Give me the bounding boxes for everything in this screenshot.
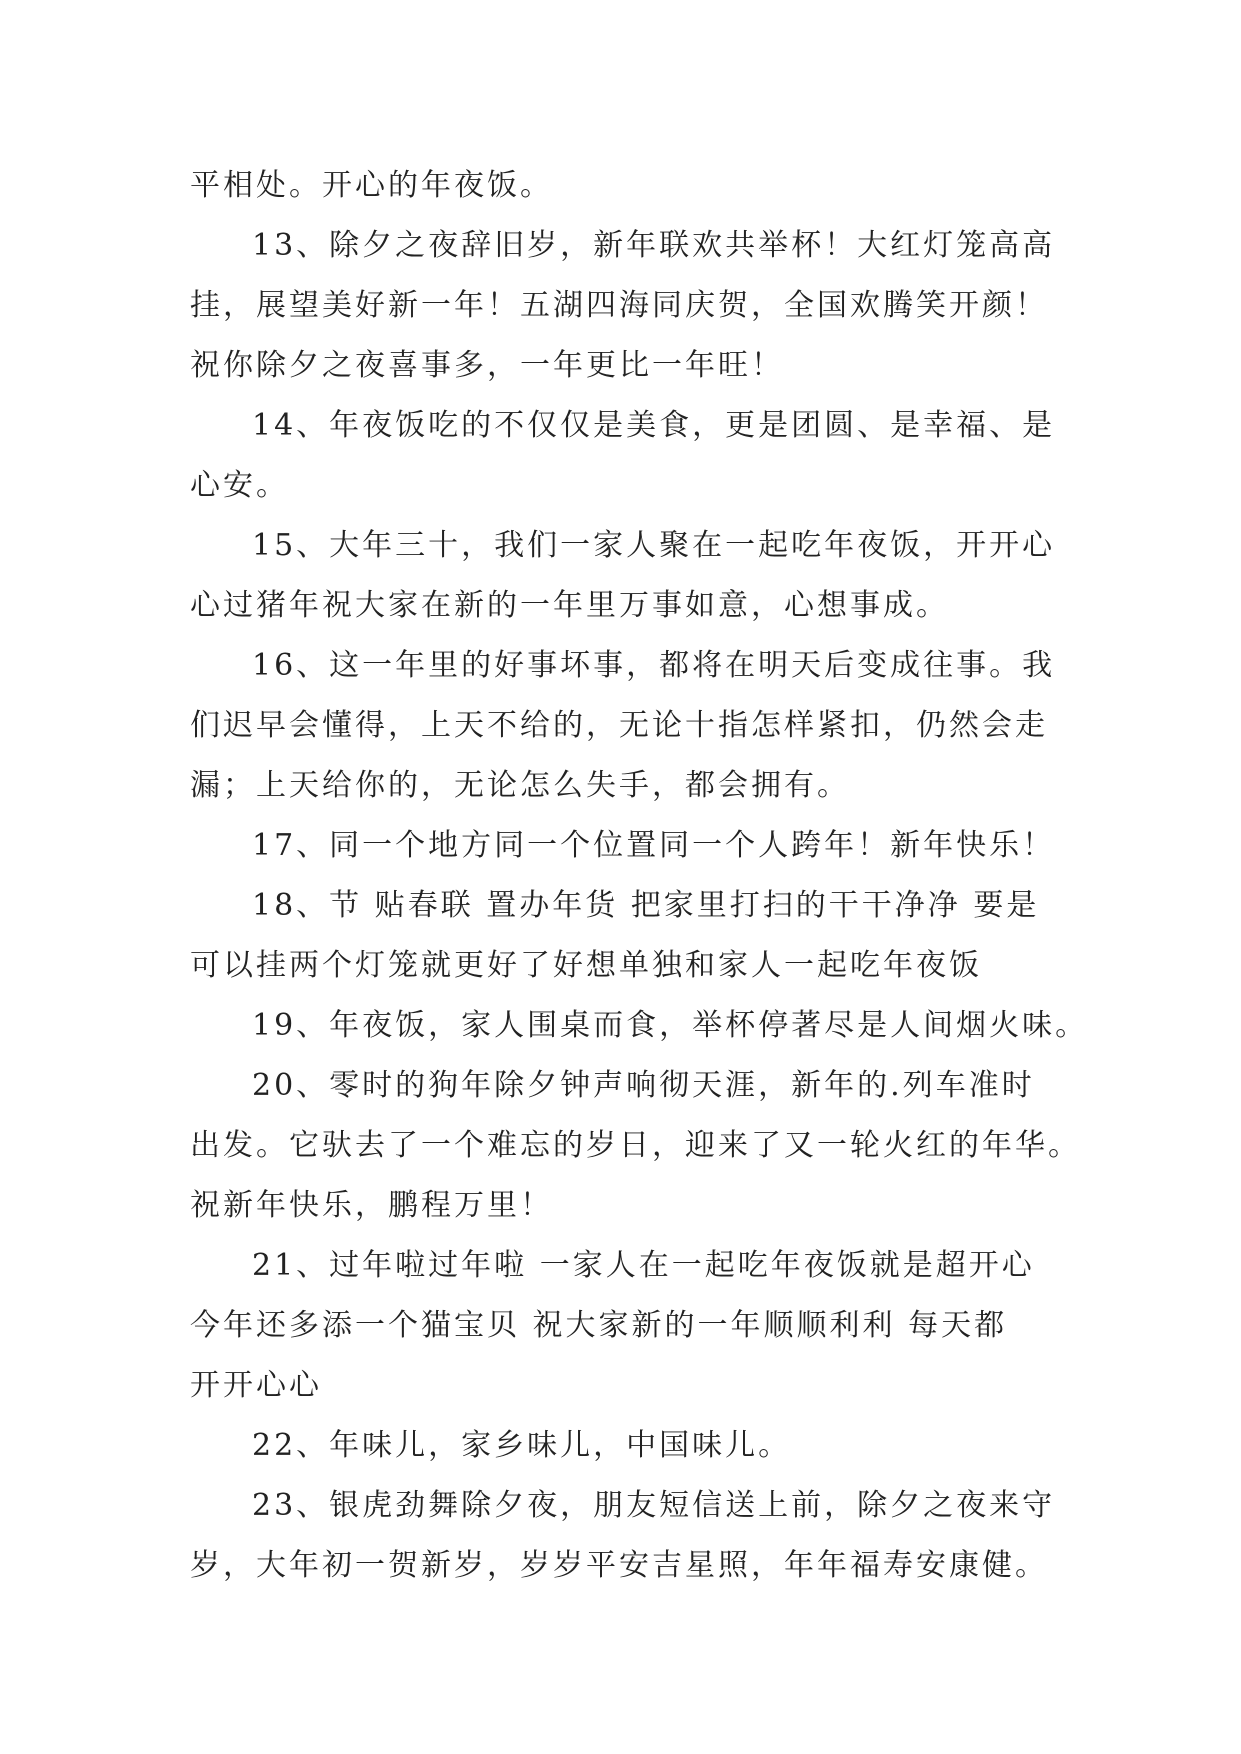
text-line: 挂，展望美好新一年！五湖四海同庆贺，全国欢腾笑开颜！ [190,288,1048,323]
paragraph-21 [190,1236,1070,1416]
paragraph-16 [190,636,1070,816]
text-line: 可以挂两个灯笼就更好了好想单独和家人一起吃年夜饭 [190,948,982,983]
paragraph-23 [190,1476,1070,1596]
text-line: 17、同一个地方同一个位置同一个人跨年！新年快乐！ [252,828,1056,863]
text-line: 心安。 [190,468,289,503]
document-body [190,156,1089,1596]
text-line: 祝新年快乐，鹏程万里！ [190,1188,553,1223]
text-line: 祝你除夕之夜喜事多，一年更比一年旺！ [190,348,784,383]
text-line: 20、零时的狗年除夕钟声响彻天涯，新年的.列车准时 [252,1068,1035,1103]
paragraph-19 [190,996,1089,1056]
text-line: 18、节 贴春联 置办年货 把家里打扫的干干净净 要是 [252,888,1040,923]
paragraph-13 [190,216,1070,396]
paragraph-18 [190,876,1070,996]
text-line: 今年还多添一个猫宝贝 祝大家新的一年顺顺利利 每天都 [190,1308,1008,1343]
text-line: 14、年夜饭吃的不仅仅是美食，更是团圆、是幸福、是 [252,408,1056,443]
text-line: 平相处。开心的年夜饭。 [190,168,553,203]
text-line: 21、过年啦过年啦 一家人在一起吃年夜饭就是超开心 [252,1248,1035,1283]
paragraph-continuation [190,156,1070,216]
text-line: 漏；上天给你的，无论怎么失手，都会拥有。 [190,768,850,803]
text-line: 开开心心 [190,1368,322,1403]
paragraph-15 [190,516,1070,636]
text-line: 15、大年三十，我们一家人聚在一起吃年夜饭，开开心 [252,528,1056,563]
text-line: 19、年夜饭，家人围桌而食，举杯停著尽是人间烟火味。 [252,1008,1089,1043]
text-line: 出发。它驮去了一个难忘的岁日，迎来了又一轮火红的年华。 [190,1128,1081,1163]
text-line: 们迟早会懂得，上天不给的，无论十指怎样紧扣，仍然会走 [190,708,1048,743]
paragraph-14 [190,396,1070,516]
text-line: 16、这一年里的好事坏事，都将在明天后变成往事。我 [252,648,1056,683]
paragraph-20 [190,1056,1081,1236]
paragraph-22 [190,1416,1070,1476]
text-line: 23、银虎劲舞除夕夜，朋友短信送上前，除夕之夜来守 [252,1488,1056,1523]
text-line: 岁，大年初一贺新岁，岁岁平安吉星照，年年福寿安康健。 [190,1548,1048,1583]
paragraph-17 [190,816,1070,876]
text-line: 心过猪年祝大家在新的一年里万事如意，心想事成。 [190,588,949,623]
text-line: 13、除夕之夜辞旧岁，新年联欢共举杯！大红灯笼高高 [252,228,1056,263]
text-line: 22、年味儿，家乡味儿，中国味儿。 [252,1428,792,1463]
